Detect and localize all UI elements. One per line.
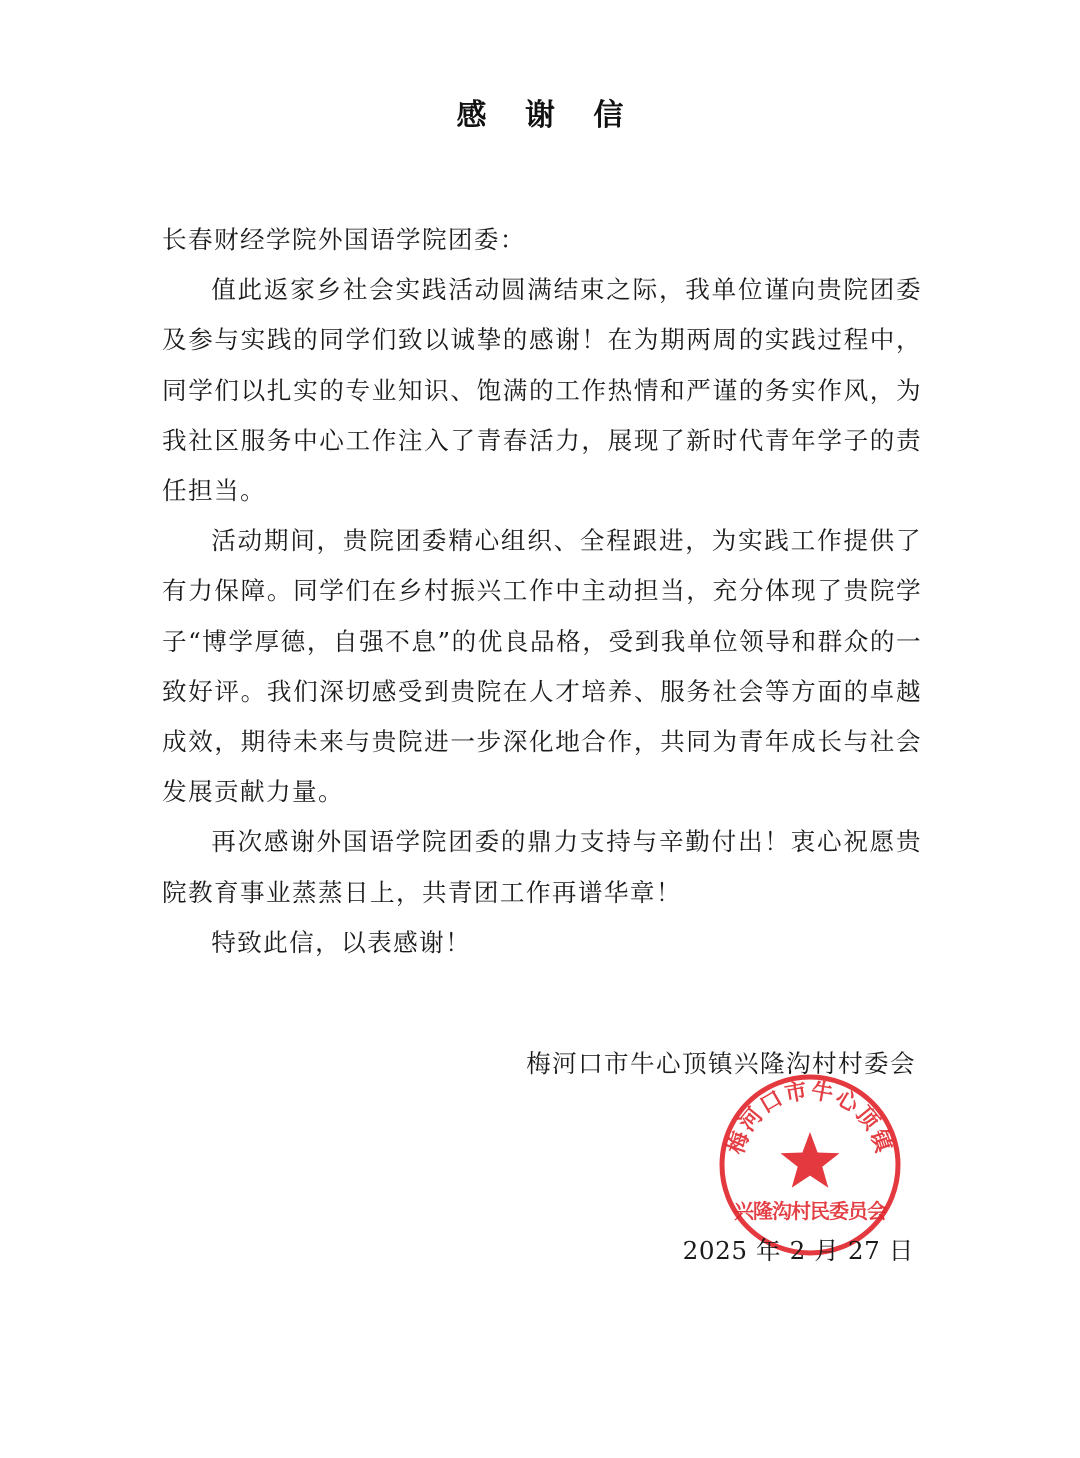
letter-date: 2025 年 2 月 27 日 (682, 1236, 914, 1265)
seal-star-icon (781, 1132, 840, 1188)
letter-body (162, 215, 922, 968)
letter-paragraph-2: 活动期间，贵院团委精心组织、全程跟进，为实践工作提供了有力保障。同学们在乡村振兴工作中主动担当，充分体现了贵院学子“博学厚德，自强不息”的优良品格，受到我单位领导和群众的一致好评。我们深切感受到贵院在人才培养、服务社会等方面的卓越成效，期待未来与贵院进一步深化地合作，共同为青年成长与社会发展贡献力量。 (162, 526, 922, 807)
letter-title: 感 谢 信 (456, 98, 638, 133)
letter-paragraph-3: 再次感谢外国语学院团委的鼎力支持与辛勤付出！衷心祝愿贵院教育事业蒸蒸日上，共青团工作再谱华章！ (162, 827, 922, 907)
signature-organization: 梅河口市牛心顶镇兴隆沟村村委会 (526, 1049, 916, 1078)
seal-inner-text: 兴隆沟村民委员会 (734, 1199, 886, 1223)
letter-paragraph-4: 特致此信，以表感谢！ (211, 927, 472, 957)
letter-salutation: 长春财经学院外国语学院团委： (162, 225, 526, 254)
seal-outer-text: 梅河口市牛心顶镇 (722, 1077, 898, 1158)
letter-paragraph-1: 值此返家乡社会实践活动圆满结束之际，我单位谨向贵院团委及参与实践的同学们致以诚挚的感谢！在为期两周的实践过程中，同学们以扎实的专业知识、饱满的工作热情和严谨的务实作风，为我社区服务中心工作注入了青春活力，展现了新时代青年学子的责任担当。 (162, 275, 922, 506)
